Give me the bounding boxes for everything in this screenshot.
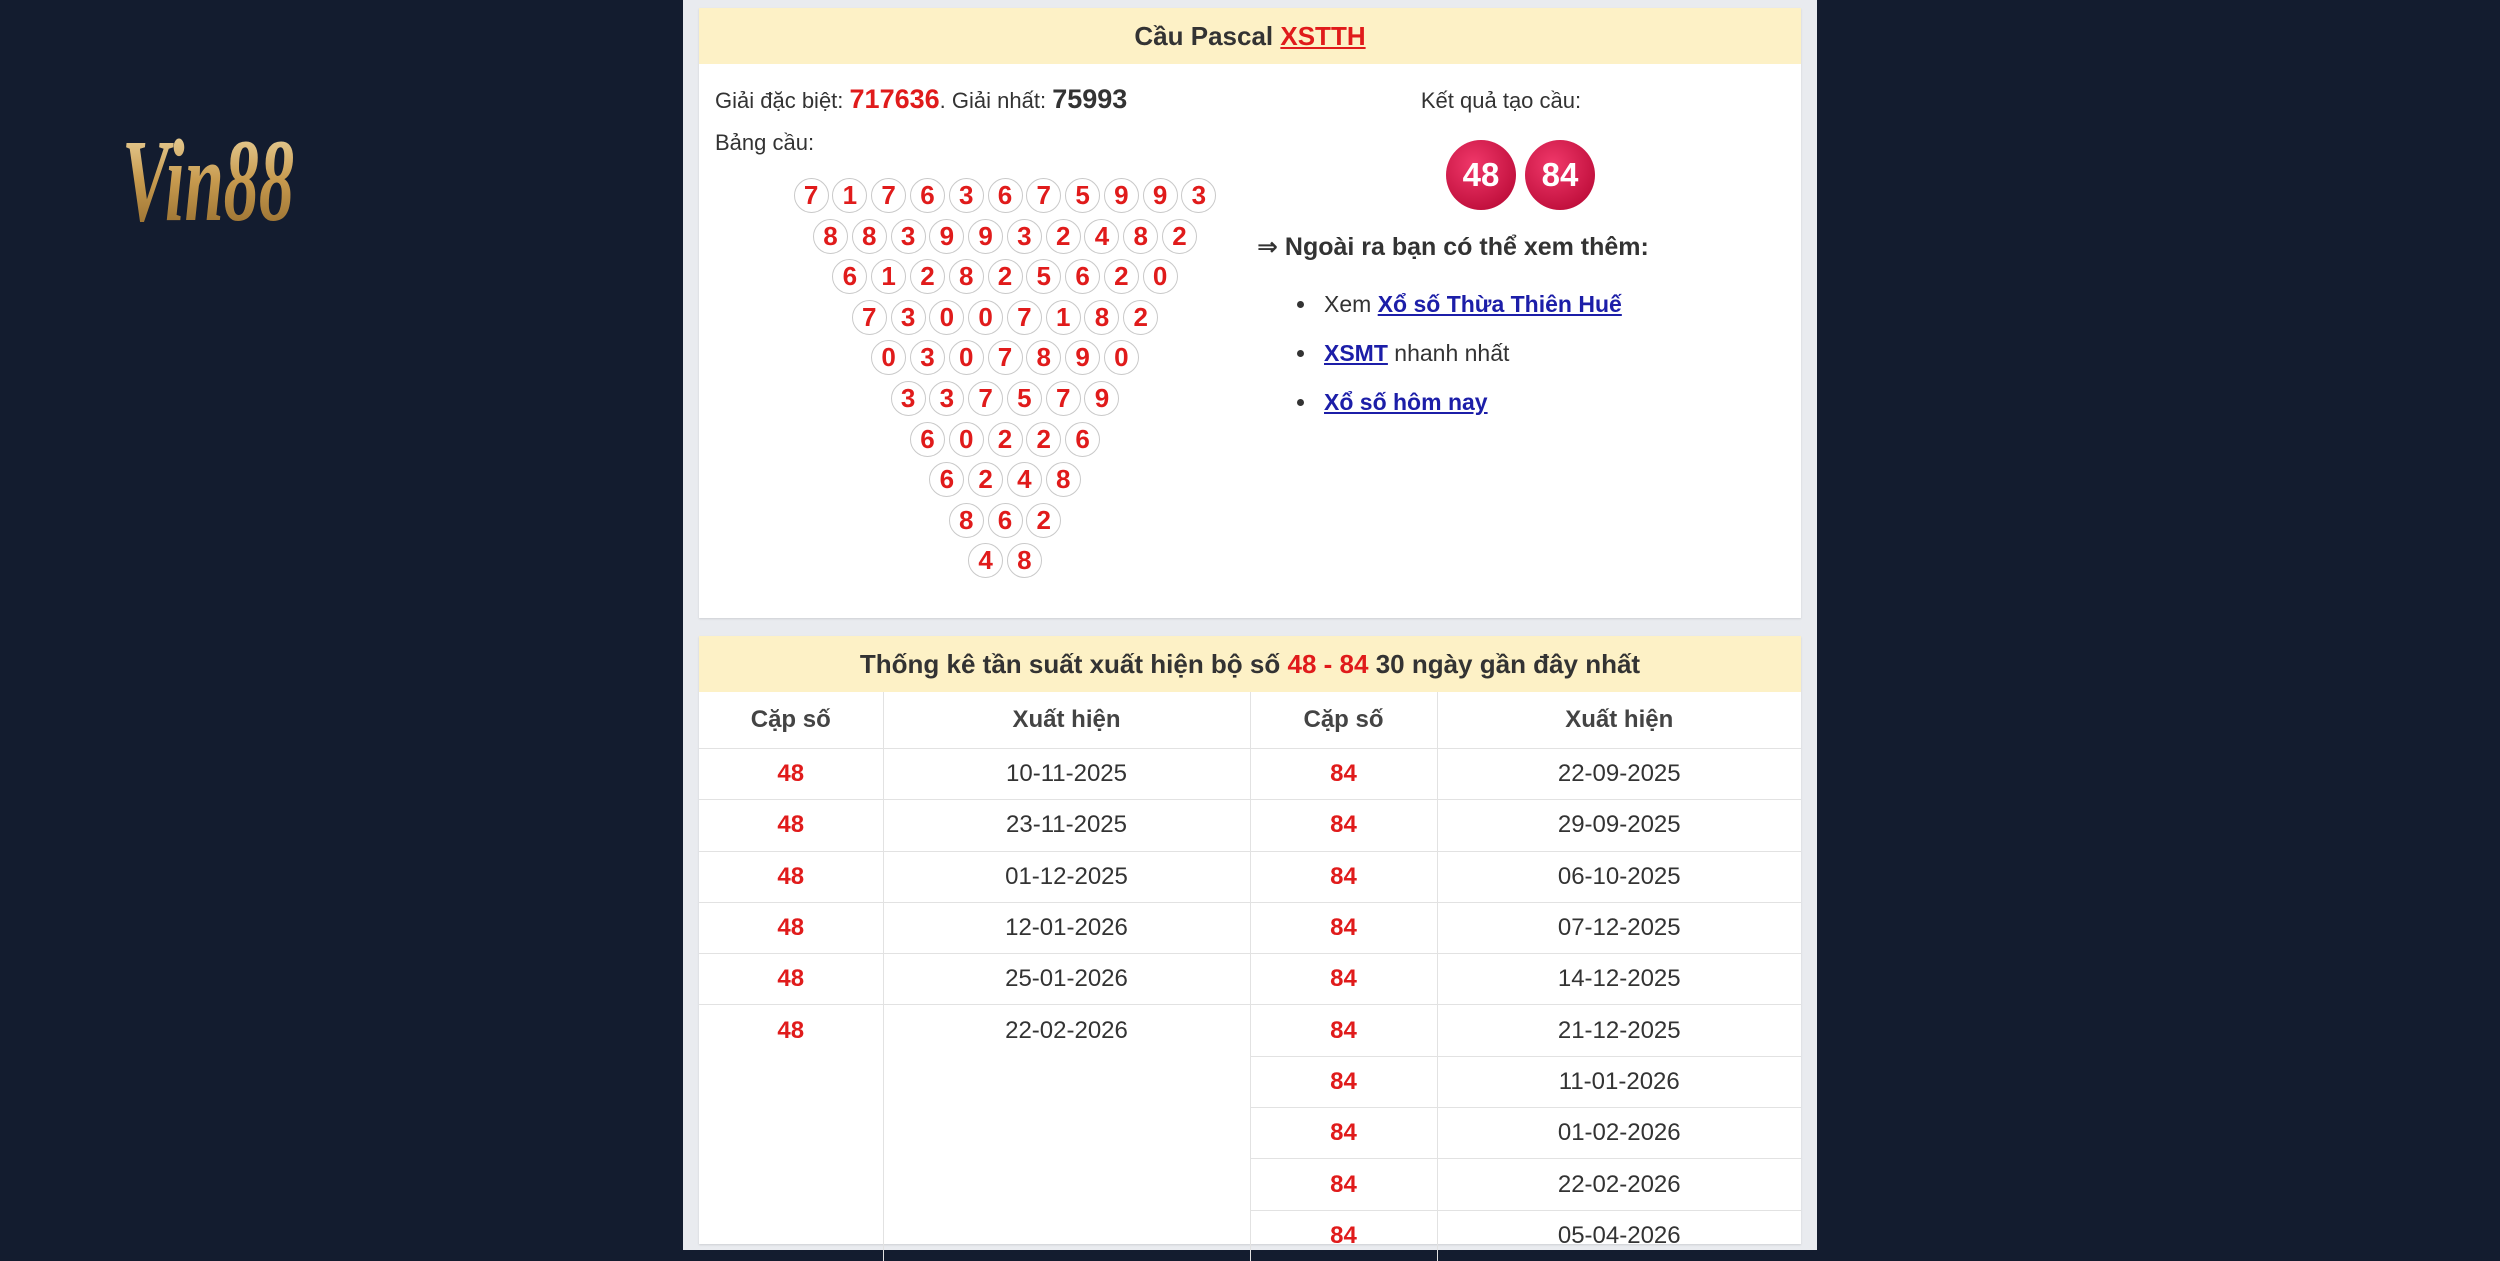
pyramid-ball: 7 [988, 340, 1023, 375]
pascal-pyramid [699, 178, 1311, 584]
pyramid-row [699, 300, 1311, 341]
pyramid-row [699, 259, 1311, 300]
pair-cell: 84 [1250, 749, 1437, 800]
pair-cell: 84 [1250, 1005, 1437, 1056]
date-cell: 22-02-2026 [883, 1005, 1250, 1056]
bullet-icon [1297, 399, 1304, 406]
pyramid-ball: 0 [949, 422, 984, 457]
pyramid-ball: 9 [1084, 381, 1119, 416]
pair-cell: 84 [1250, 902, 1437, 953]
result-balls [1446, 140, 1595, 210]
date-cell: 25-01-2026 [883, 954, 1250, 1005]
prize-info [715, 84, 1127, 115]
pyramid-ball: 6 [832, 259, 867, 294]
date-cell [883, 1159, 1250, 1210]
pyramid-ball: 8 [1046, 462, 1081, 497]
table-row [699, 1159, 1801, 1210]
pyramid-row [699, 340, 1311, 381]
pyramid-ball: 5 [1065, 178, 1100, 213]
pyramid-ball: 8 [1123, 219, 1158, 254]
pyramid-ball: 2 [1026, 422, 1061, 457]
pair-cell [699, 1159, 883, 1210]
pyramid-ball: 9 [1065, 340, 1100, 375]
pair-cell [699, 1056, 883, 1107]
pyramid-row [699, 219, 1311, 260]
pyramid-ball: 3 [891, 381, 926, 416]
pair-cell: 84 [1250, 1056, 1437, 1107]
table-row [699, 1005, 1801, 1056]
pair-cell: 48 [699, 851, 883, 902]
date-cell: 22-09-2025 [1437, 749, 1801, 800]
pair-cell [699, 1108, 883, 1159]
xstth-link[interactable]: XSTTH [1280, 21, 1366, 51]
xsmt-link[interactable]: XSMT [1324, 340, 1388, 366]
pyramid-ball: 2 [1104, 259, 1139, 294]
date-cell: 06-10-2025 [1437, 851, 1801, 902]
pyramid-row [699, 381, 1311, 422]
date-cell: 11-01-2026 [1437, 1056, 1801, 1107]
date-cell [883, 1056, 1250, 1107]
link-prefix: Xem [1324, 291, 1372, 317]
pair-cell: 84 [1250, 954, 1437, 1005]
pyramid-ball: 7 [871, 178, 906, 213]
date-cell: 29-09-2025 [1437, 800, 1801, 851]
pyramid-ball: 2 [1162, 219, 1197, 254]
stats-table [699, 692, 1801, 1261]
pyramid-ball: 7 [1026, 178, 1061, 213]
pyramid-ball: 3 [949, 178, 984, 213]
logo-text: Vin88 [122, 115, 294, 232]
pair-cell: 48 [699, 1005, 883, 1056]
pyramid-ball: 5 [1026, 259, 1061, 294]
pyramid-ball: 9 [929, 219, 964, 254]
pascal-title [699, 8, 1801, 64]
table-row [699, 851, 1801, 902]
pyramid-ball: 9 [1104, 178, 1139, 213]
date-cell: 10-11-2025 [883, 749, 1250, 800]
pyramid-ball: 2 [1046, 219, 1081, 254]
pyramid-ball: 6 [910, 178, 945, 213]
pyramid-ball: 2 [910, 259, 945, 294]
pyramid-row [699, 503, 1311, 544]
pyramid-ball: 3 [910, 340, 945, 375]
pyramid-ball: 1 [1046, 300, 1081, 335]
date-cell: 22-02-2026 [1437, 1159, 1801, 1210]
pyramid-ball: 0 [1104, 340, 1139, 375]
bullet-icon [1297, 350, 1304, 357]
main-content [683, 0, 1817, 1250]
pyramid-ball: 8 [852, 219, 887, 254]
pyramid-ball: 2 [988, 259, 1023, 294]
stats-card [699, 636, 1801, 1249]
pair-cell: 84 [1250, 851, 1437, 902]
date-cell: 14-12-2025 [1437, 954, 1801, 1005]
pair-cell: 48 [699, 749, 883, 800]
pyramid-ball: 2 [988, 422, 1023, 457]
list-item [1297, 280, 1622, 329]
col-header-pair-1: Cặp số [699, 692, 883, 749]
pair-cell: 84 [1250, 1210, 1437, 1261]
table-row [699, 800, 1801, 851]
pyramid-ball: 0 [1143, 259, 1178, 294]
pyramid-row [699, 543, 1311, 584]
table-header-row [699, 692, 1801, 749]
date-cell: 23-11-2025 [883, 800, 1250, 851]
more-title: ⇒ Ngoài ra bạn có thể xem thêm: [1257, 233, 1649, 261]
table-label: Bảng cầu: [715, 130, 815, 155]
pyramid-ball: 0 [871, 340, 906, 375]
pair-cell: 48 [699, 800, 883, 851]
pyramid-row [699, 422, 1311, 463]
table-row [699, 902, 1801, 953]
pyramid-ball: 7 [852, 300, 887, 335]
pyramid-ball: 7 [794, 178, 829, 213]
stats-title-text: Thống kê tần suất xuất hiện bộ số [859, 649, 1281, 679]
pyramid-ball: 6 [929, 462, 964, 497]
special-prize-label: Giải đặc biệt: [715, 88, 844, 113]
date-cell: 01-02-2026 [1437, 1108, 1801, 1159]
table-row [699, 1108, 1801, 1159]
pyramid-ball: 6 [1065, 422, 1100, 457]
list-item [1297, 329, 1622, 378]
date-cell [883, 1108, 1250, 1159]
pyramid-ball: 3 [891, 219, 926, 254]
first-prize-label: Giải nhất: [951, 88, 1047, 113]
col-header-date-1: Xuất hiện [883, 692, 1250, 749]
pyramid-ball: 3 [1007, 219, 1042, 254]
pyramid-ball: 5 [1007, 381, 1042, 416]
col-header-date-2: Xuất hiện [1565, 706, 1674, 733]
pyramid-ball: 6 [910, 422, 945, 457]
stats-title [699, 636, 1801, 692]
pyramid-ball: 0 [949, 340, 984, 375]
pyramid-ball: 3 [891, 300, 926, 335]
pyramid-ball: 0 [929, 300, 964, 335]
stats-title-pair: 48 - 84 [1287, 649, 1369, 679]
result-ball-1: 48 [1446, 140, 1516, 210]
pyramid-ball: 7 [1007, 300, 1042, 335]
vin88-logo[interactable] [122, 112, 482, 232]
special-prize-value: 717636 [849, 84, 940, 114]
pyramid-ball: 8 [1007, 543, 1042, 578]
pyramid-ball: 3 [929, 381, 964, 416]
link-suffix: nhanh nhất [1394, 340, 1510, 366]
pyramid-ball: 8 [813, 219, 848, 254]
pyramid-ball: 2 [1123, 300, 1158, 335]
pyramid-ball: 2 [1026, 503, 1061, 538]
date-cell: 01-12-2025 [883, 851, 1250, 902]
more-links [1297, 280, 1622, 427]
date-cell: 12-01-2026 [883, 902, 1250, 953]
xs-thua-thien-hue-link[interactable]: Xổ số Thừa Thiên Huế [1377, 291, 1622, 317]
pyramid-ball: 2 [968, 462, 1003, 497]
pyramid-ball: 7 [1046, 381, 1081, 416]
list-item [1297, 378, 1622, 427]
stats-title-suffix: 30 ngày gần đây nhất [1375, 649, 1641, 679]
pyramid-ball: 9 [1143, 178, 1178, 213]
result-ball-2: 84 [1525, 140, 1595, 210]
result-label: Kết quả tạo cầu: [1420, 88, 1582, 113]
pyramid-row [699, 178, 1311, 219]
pyramid-ball: 4 [968, 543, 1003, 578]
pyramid-ball: 1 [871, 259, 906, 294]
pyramid-ball: 6 [988, 503, 1023, 538]
date-cell: 05-04-2026 [1437, 1210, 1801, 1261]
first-prize-value: 75993 [1052, 84, 1128, 114]
pascal-title-text: Cầu Pascal [1134, 21, 1274, 51]
pyramid-ball: 8 [949, 259, 984, 294]
pyramid-ball: 4 [1007, 462, 1042, 497]
date-cell: 07-12-2025 [1437, 902, 1801, 953]
table-row [699, 749, 1801, 800]
table-row [699, 1056, 1801, 1107]
pyramid-ball: 8 [1026, 340, 1061, 375]
bullet-icon [1297, 301, 1304, 308]
pyramid-row [699, 462, 1311, 503]
date-cell: 21-12-2025 [1437, 1005, 1801, 1056]
pyramid-ball: 6 [1065, 259, 1100, 294]
pyramid-ball: 7 [968, 381, 1003, 416]
date-cell [883, 1210, 1250, 1261]
pascal-card [699, 8, 1801, 618]
pyramid-ball: 8 [949, 503, 984, 538]
table-row [699, 954, 1801, 1005]
pair-cell: 48 [699, 902, 883, 953]
pyramid-ball: 8 [1084, 300, 1119, 335]
pyramid-ball: 9 [968, 219, 1003, 254]
logo-mark [122, 112, 482, 232]
prize-separator: . [939, 88, 946, 113]
col-header-pair-2: Cặp số [1250, 692, 1437, 749]
pyramid-ball: 0 [968, 300, 1003, 335]
pyramid-ball: 3 [1181, 178, 1216, 213]
pyramid-ball: 6 [988, 178, 1023, 213]
pyramid-ball: 4 [1084, 219, 1119, 254]
pyramid-ball: 1 [832, 178, 867, 213]
xo-so-hom-nay-link[interactable]: Xổ số hôm nay [1324, 389, 1488, 415]
pair-cell: 84 [1250, 800, 1437, 851]
pair-cell: 48 [699, 954, 883, 1005]
pair-cell: 84 [1250, 1108, 1437, 1159]
pair-cell [699, 1210, 883, 1261]
pair-cell: 84 [1250, 1159, 1437, 1210]
table-row [699, 1210, 1801, 1261]
